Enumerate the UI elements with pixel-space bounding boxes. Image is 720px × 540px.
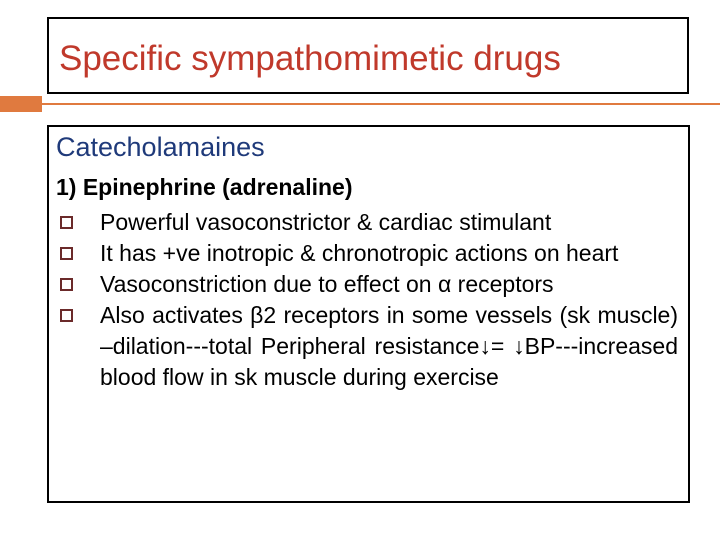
- hollow-square-bullet-icon: [60, 216, 73, 229]
- slide-title: Specific sympathomimetic drugs: [59, 39, 561, 78]
- bullet-text: Also activates β2 receptors in some vessels (sk muscle) –dilation---total Peripheral resistance↓= ↓BP---increased blood flow in sk muscle during exercise: [100, 302, 678, 390]
- bullet-list: [56, 207, 678, 393]
- bullet-text: Vasoconstriction due to effect on α receptors: [100, 271, 554, 297]
- content-box: [47, 125, 690, 503]
- bullet-text: It has +ve inotropic & chronotropic actions on heart: [100, 240, 619, 266]
- list-item: [56, 207, 678, 238]
- section-heading: 1) Epinephrine (adrenaline): [56, 174, 353, 200]
- list-item: [56, 238, 678, 269]
- hollow-square-bullet-icon: [60, 278, 73, 291]
- subheading: Catecholamaines: [56, 132, 265, 162]
- title-box: [47, 17, 689, 94]
- hollow-square-bullet-icon: [60, 247, 73, 260]
- bullet-text: Powerful vasoconstrictor & cardiac stimulant: [100, 209, 552, 235]
- accent-line: [42, 103, 720, 105]
- hollow-square-bullet-icon: [60, 309, 73, 322]
- accent-bar: [0, 96, 42, 112]
- list-item: [56, 300, 678, 393]
- list-item: [56, 269, 678, 300]
